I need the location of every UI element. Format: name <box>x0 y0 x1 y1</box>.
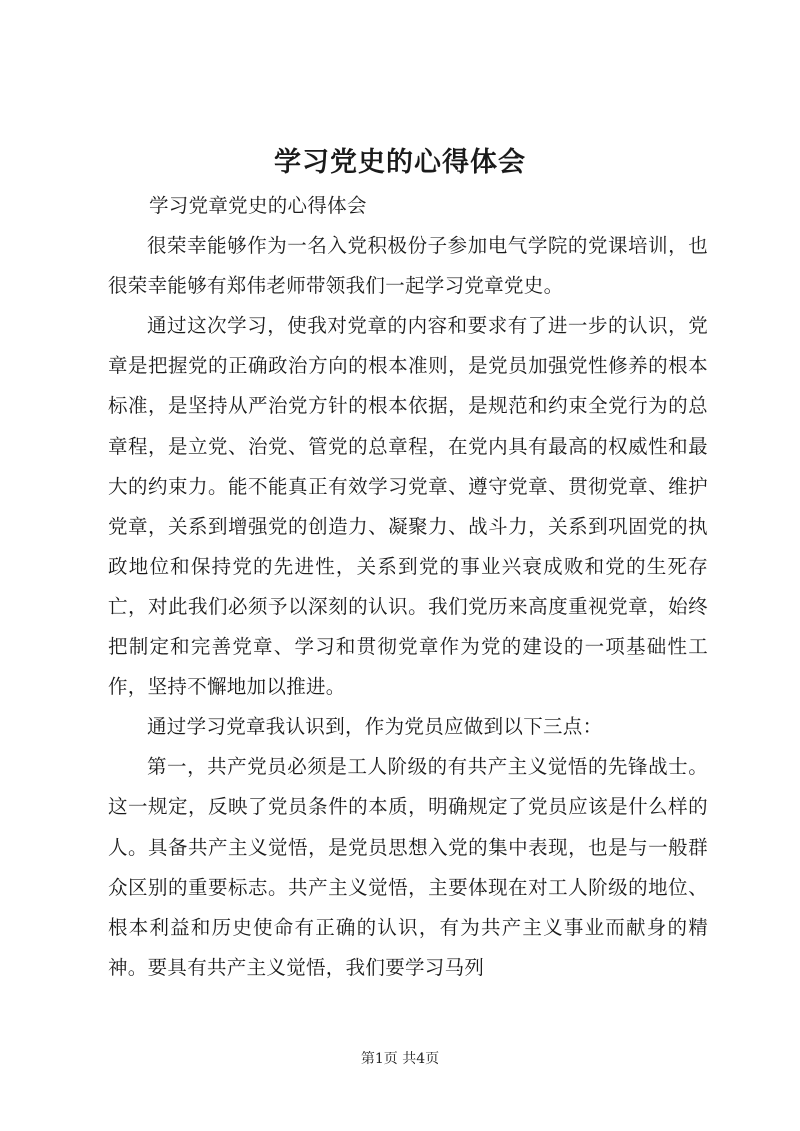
page-footer: 第1页 共4页 <box>360 1051 440 1067</box>
document-body <box>108 186 708 988</box>
paragraph-4: 第一，共产党员必须是工人阶级的有共产主义觉悟的先锋战士。这一规定，反映了党员条件的本质，明确规定了党员应该是什么样的人。具备共产主义觉悟，是党员思想入党的集中表现，也是与一般群众区别的重要标志。共产主义觉悟，主要体现在对工人阶级的地位、根本利益和历史使命有正确的认识，有为共产主义事业而献身的精神。要具有共产主义觉悟，我们要学习马列 <box>108 755 708 979</box>
paragraph-1: 很荣幸能够作为一名入党积极份子参加电气学院的党课培训，也很荣幸能够有郑伟老师带领我们一起学习党章党史。 <box>108 234 708 298</box>
document-subtitle: 学习党章党史的心得体会 <box>148 194 367 217</box>
document-title: 学习党史的心得体会 <box>274 147 526 178</box>
paragraph-3: 通过学习党章我认识到，作为党员应做到以下三点： <box>147 715 603 739</box>
paragraph-2: 通过这次学习，使我对党章的内容和要求有了进一步的认识，党章是把握党的正确政治方向的根本准则，是党员加强党性修养的根本标准，是坚持从严治党方针的根本依据，是规范和约束全党行为的总章程，是立党、治党、管党的总章程，在党内具有最高的权威性和最大的约束力。能不能真正有效学习党章、遵守党章、贯彻党章、维护党章，关系到增强党的创造力、凝聚力、战斗力，关系到巩固党的执政地位和保持党的先进性，关系到党的事业兴衰成败和党的生死存亡，对此我们必须予以深刻的认识。我们党历来高度重视党章，始终把制定和完善党章、学习和贯彻党章作为党的建设的一项基础性工作，坚持不懈地加以推进。 <box>108 314 708 699</box>
